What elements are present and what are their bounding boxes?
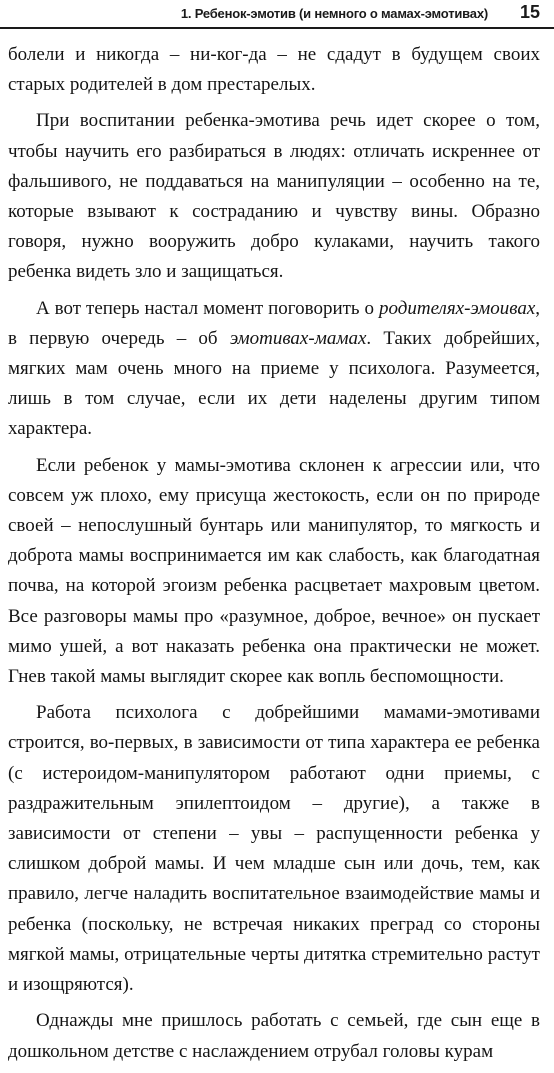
running-header: [0, 0, 554, 30]
text-run: , в первую очередь – об: [8, 297, 540, 349]
text-run: Если ребенок у мамы-эмотива склонен к агрессии или, что совсем уж плохо, ему присуща жестокость, если он по природе своей – непослушный бунтарь или манипулятор, то мягкость и доброта мамы воспринимается им как слабость, как благодатная почва, на которой эгоизм ребенка расцветает махровым цветом. Все разговоры мамы про «разумное, доброе, вечное» он пускает мимо ушей, а вот наказать ребенка она практически не может. Гнев такой мамы выглядит скорее как вопль беспомощности.: [8, 454, 540, 688]
page-number: 15: [519, 2, 540, 22]
italic-term: эмотивах-мамах: [229, 327, 367, 349]
text-run: Однажды мне пришлось работать с семьей, где сын еще в дошкольном детстве с наслаждением отрубал головы курам: [8, 1010, 540, 1062]
paragraph: [8, 294, 540, 445]
paragraph: [8, 40, 540, 100]
header-rule: [0, 27, 554, 29]
paragraph: [8, 451, 540, 693]
paragraph: [8, 106, 540, 287]
paragraph: [8, 1006, 540, 1066]
body-text: [8, 40, 540, 1073]
italic-term: родителях-эмоивах: [379, 297, 536, 319]
paragraph: [8, 698, 540, 1000]
running-title: 1. Ребенок-эмотив (и немного о мамах-эмотивах): [180, 6, 488, 21]
text-run: Работа психолога с добрейшими мамами-эмотивами строится, во-первых, в зависимости от типа характера ее ребенка (с истероидом-манипулятором работают одни приемы, с раздражительным эпилептоидом – другие), а также в зависимости от степени – увы – распущенности ребенка у слишком доброй мамы. И чем младше сын или дочь, тем, как правило, легче наладить воспитательное взаимодействие мамы и ребенка (поскольку, не встречая никаких преград со стороны мягкой мамы, отрицательные черты дитятка стремительно растут и изощряются).: [8, 702, 540, 996]
text-run: болели и никогда – ни-ког-да – не сдадут в будущем своих старых родителей в дом престарелых.: [8, 44, 540, 96]
text-run: А вот теперь настал момент поговорить о: [36, 297, 379, 319]
text-run: При воспитании ребенка-эмотива речь идет скорее о том, чтобы научить его разбираться в людях: отличать искреннее от фальшивого, не поддаваться на манипуляции – особенно на те, которые взывают к состраданию и чувству вины. Образно говоря, нужно вооружить добро кулаками, научить такого ребенка видеть зло и защищаться.: [8, 110, 540, 283]
text-run: . Таких добрейших, мягких мам очень много на приеме у психолога. Разумеется, лишь в том случае, если их дети наделены другим типом характера.: [8, 327, 540, 440]
